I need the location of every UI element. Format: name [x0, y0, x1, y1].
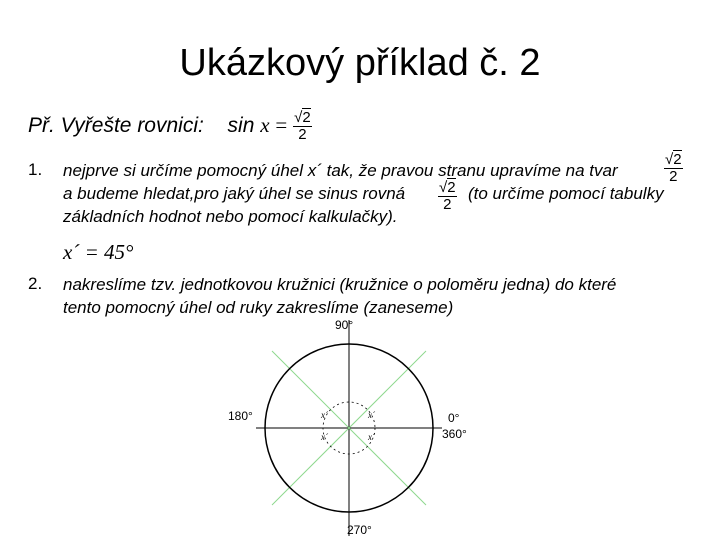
angle-label-q2: x´	[321, 410, 328, 420]
label-360: 360°	[442, 427, 467, 441]
angle-label-q1: x´	[368, 410, 375, 420]
task-prefix: Př. Vyřešte rovnici:	[28, 113, 204, 137]
task-func: sin	[227, 113, 255, 137]
label-90: 90°	[335, 318, 354, 332]
unit-circle-figure	[220, 318, 480, 540]
sqrt-icon: √	[294, 109, 303, 126]
step-1-fraction-b: $\frac{√2}{2}$	[439, 179, 456, 213]
task-fraction-num: 2	[302, 109, 311, 126]
step-1-line-1: nejprve si určíme pomocný úhel x´ tak, že pravou stranu upravíme na tvar	[63, 161, 618, 180]
label-180: 180°	[228, 409, 253, 423]
task-fraction	[293, 110, 312, 143]
step-1-line-2b: (to určíme pomocí tabulky	[468, 184, 664, 203]
angle-label-q4: x´	[368, 432, 375, 442]
task-var: x	[260, 112, 270, 137]
label-270: 270°	[347, 523, 372, 537]
task-statement	[28, 110, 312, 143]
step-2-line-2: tento pomocný úhel od ruky zakreslíme (zaneseme)	[63, 298, 454, 317]
step-1-line-3: základních hodnot nebo pomocí kalkulačky).	[63, 207, 398, 226]
step-1-line-2a: a budeme hledat,pro jaký úhel se sinus rovná	[63, 184, 406, 203]
slide-title: Ukázkový příklad č. 2	[179, 42, 541, 84]
angle-label-q3: x´	[321, 432, 328, 442]
sqrt-icon: √	[665, 151, 674, 168]
label-0: 0°	[448, 411, 460, 425]
step-1-fraction-a: $\frac{√2}{2}$	[665, 151, 682, 185]
step-2-line-1: nakreslíme tzv. jednotkovou kružnici (kružnice o poloměru jedna) do které	[63, 275, 617, 294]
step-2-marker: 2.	[28, 274, 43, 293]
task-equals: =	[275, 112, 288, 137]
sqrt-icon: √	[439, 179, 448, 196]
result-formula: x´ = 45°	[63, 240, 134, 264]
step-1-marker: 1.	[28, 160, 43, 179]
task-fraction-den: 2	[293, 126, 312, 143]
